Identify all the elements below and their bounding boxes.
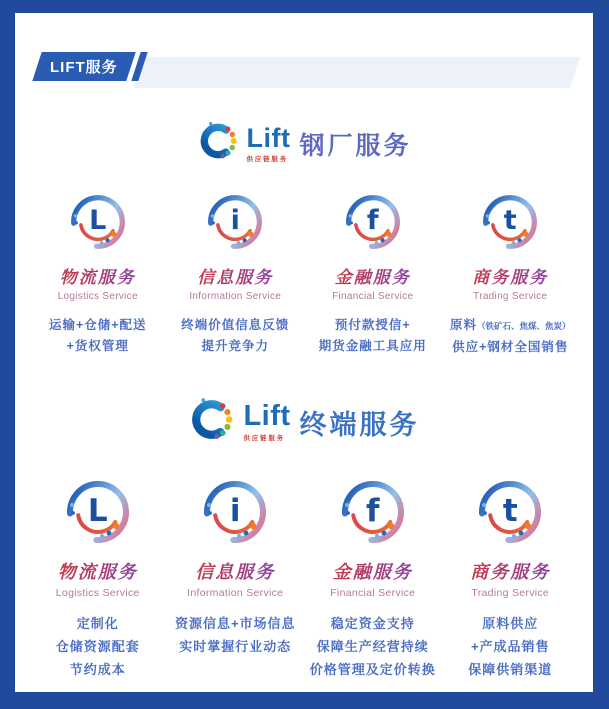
section-banner	[15, 52, 593, 90]
logistics-ring-icon	[60, 474, 136, 550]
service-desc	[310, 612, 436, 681]
logistics-ring-icon	[65, 189, 131, 255]
service-desc	[56, 612, 140, 681]
service-desc	[49, 315, 147, 357]
service-desc-line: 节约成本	[69, 662, 126, 677]
service-desc-note: （铁矿石、焦煤、焦炭）	[477, 321, 571, 331]
service-name-zh: 商务服务	[470, 558, 550, 584]
service-desc-line: +货权管理	[66, 339, 129, 353]
content-card	[15, 13, 593, 692]
service-desc-line: 原料供应	[482, 616, 539, 631]
icon-letter: i	[229, 492, 241, 529]
service-desc-line: 供应+钢材全国销售	[452, 340, 569, 354]
service-name-zh: 物流服务	[60, 263, 136, 288]
service-desc-line: 提升竞争力	[201, 339, 269, 353]
financial-ring-icon	[340, 189, 406, 255]
icon-letter: i	[230, 205, 240, 236]
service-card-trading	[442, 189, 580, 358]
service-desc	[319, 315, 427, 357]
service-desc	[175, 612, 296, 658]
section-title: 钢厂服务	[299, 131, 412, 160]
service-name-en: Financial Service	[330, 587, 416, 599]
service-desc	[181, 315, 289, 357]
service-desc-line: 价格管理及定价转换	[309, 662, 436, 677]
service-desc-line: 保障生产经营持续	[316, 639, 429, 654]
service-desc-line: 稳定资金支持	[330, 616, 415, 631]
service-desc-line: +产成品销售	[470, 639, 550, 654]
banner-ribbon	[32, 52, 135, 81]
service-name-en: Trading Service	[471, 587, 550, 599]
service-desc	[450, 315, 571, 358]
icon-letter: t	[502, 492, 518, 529]
service-desc-line: 原料（铁矿石、焦煤、焦炭）	[449, 318, 571, 332]
service-desc-line: 期货金融工具应用	[318, 339, 427, 353]
service-name-en: Trading Service	[473, 291, 548, 302]
trading-ring-icon	[477, 189, 543, 255]
service-desc-line: 资源信息+市场信息	[174, 616, 296, 631]
service-name-en: Financial Service	[332, 291, 414, 302]
section-title: 终端服务	[299, 409, 420, 440]
icon-letter: f	[366, 205, 379, 236]
brand-tagline: 供应链服务	[246, 155, 288, 163]
banner-label: LIFT服务	[50, 59, 118, 76]
service-card-financial	[304, 189, 442, 358]
service-desc-line: 实时掌握行业动态	[179, 639, 292, 654]
service-name-en: Information Service	[187, 587, 284, 599]
brand-stack	[246, 122, 291, 163]
information-ring-icon	[202, 189, 268, 255]
service-name-zh: 信息服务	[197, 263, 273, 288]
service-card-financial	[304, 474, 442, 681]
service-name-en: Logistics Service	[57, 291, 138, 302]
financial-ring-icon	[335, 474, 411, 550]
icon-letter: t	[503, 205, 517, 236]
service-card-logistics	[29, 474, 167, 681]
brand-tagline: 供应链服务	[243, 435, 285, 442]
service-card-information	[167, 474, 305, 681]
service-name-zh: 金融服务	[335, 263, 411, 288]
information-ring-icon	[197, 474, 273, 550]
brand-text: Lift	[246, 122, 291, 153]
terminal-services	[29, 474, 579, 681]
steel-mill-logo	[15, 120, 593, 167]
service-card-logistics	[29, 189, 167, 358]
service-desc	[468, 612, 552, 681]
service-name-zh: 金融服务	[333, 558, 413, 584]
icon-letter: L	[89, 205, 107, 236]
service-card-trading	[442, 474, 580, 681]
service-name-zh: 信息服务	[195, 558, 275, 584]
terminal-logo	[15, 396, 593, 448]
steel-mill-services	[29, 189, 579, 358]
service-desc-line: 终端价值信息反馈	[181, 318, 290, 332]
icon-letter: L	[87, 492, 108, 529]
service-desc-line: 保障供销渠道	[468, 662, 553, 677]
service-desc-line: 运输+仓储+配送	[48, 318, 147, 332]
service-card-information	[167, 189, 305, 358]
lift-ring-logo-icon	[197, 120, 239, 167]
service-name-zh: 商务服务	[472, 263, 548, 288]
trading-ring-icon	[472, 474, 548, 550]
service-desc-line: 仓储资源配套	[55, 639, 140, 654]
brand-text: Lift	[243, 400, 291, 432]
service-name-en: Logistics Service	[55, 587, 140, 599]
service-desc-line: 预付款授信+	[334, 318, 411, 332]
service-name-zh: 物流服务	[58, 558, 138, 584]
icon-letter: f	[366, 492, 380, 529]
service-desc-line: 定制化	[76, 616, 119, 631]
brand-stack	[243, 402, 290, 442]
service-name-en: Information Service	[189, 291, 282, 302]
lift-ring-logo-icon	[188, 396, 235, 448]
banner-strip	[134, 57, 580, 88]
